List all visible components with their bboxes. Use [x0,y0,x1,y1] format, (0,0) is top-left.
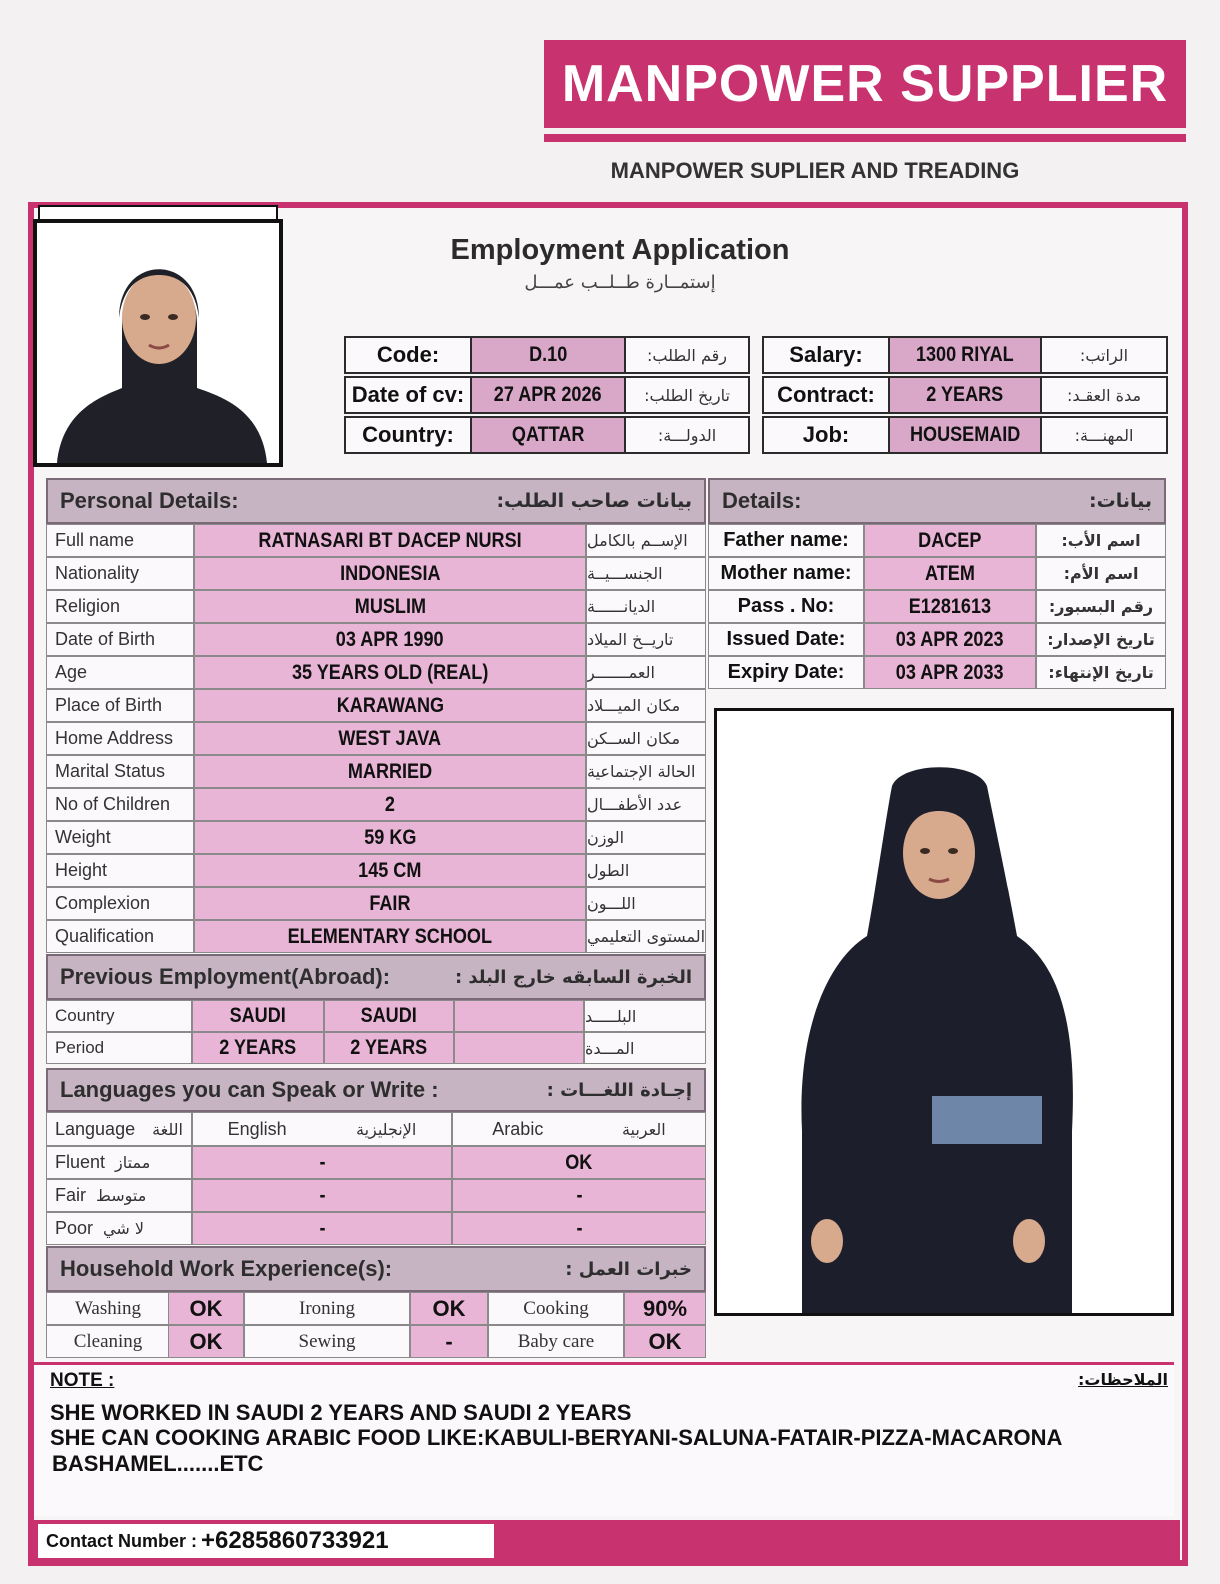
info-label-text: Code: [376,342,440,367]
details-label-arabic-text: رقم البسبور: [1048,597,1154,616]
household-task [488,1292,624,1325]
household-task-text: Sewing [298,1330,356,1352]
personal-value-text: 59 KG [363,825,417,849]
job-value-text: HOUSEMAID [909,423,1021,446]
contact-number: +6285860733921 [201,1527,389,1554]
personal-label-arabic-text: اللـــون [587,894,636,913]
language-level [46,1179,192,1212]
details-value [864,656,1036,689]
personal-label-arabic-text: الجنســـيــة [587,564,663,583]
household-task-status [410,1292,488,1325]
details-label-arabic-text: اسم الأب: [1061,531,1141,550]
details-label-arabic [1036,524,1166,557]
details-value [864,524,1036,557]
language-head-label [46,1112,192,1146]
personal-label-arabic [586,755,706,788]
note-line-1: SHE WORKED IN SAUDI 2 YEARS AND SAUDI 2 YEARS [50,1400,632,1425]
language-level [46,1146,192,1179]
household-task-status-text: 90% [642,1295,688,1321]
details-label-text: Expiry Date: [727,661,845,683]
details-value-text: 03 APR 2033 [896,660,1004,684]
language-level-text: Fluent [55,1152,106,1172]
language-level-text: Fair [55,1185,86,1205]
personal-label-arabic [586,524,706,557]
details-value [864,557,1036,590]
language-arabic-level [452,1212,706,1245]
previous-label-text: Period [55,1038,105,1057]
contact-label: Contact Number : [46,1530,198,1551]
previous-value-2-text: SAUDI [360,1004,418,1027]
language-level [46,1212,192,1245]
details-label [708,524,864,557]
language-arabic-level-text: - [575,1216,583,1240]
job-label-arabic-text: مدة العقـد: [1066,385,1142,405]
info-label-arabic [624,376,750,414]
job-label-arabic-text: المهنـــة: [1074,425,1134,445]
details-label-text: Mother name: [720,562,852,584]
household-task-text: Baby care [517,1330,595,1352]
household-task-text: Cleaning [73,1330,143,1352]
personal-label-text: Place of Birth [55,695,163,715]
personal-label-arabic [586,788,706,821]
personal-value [194,656,586,689]
language-arabic-level [452,1146,706,1179]
personal-value-text: ELEMENTARY SCHOOL [287,924,493,948]
job-value [888,376,1042,414]
previous-employment-header [46,954,706,1000]
personal-value-text: MARRIED [347,759,433,783]
details-value-text: E1281613 [908,594,992,618]
language-arabic-arabic: العربية [621,1119,666,1139]
brand-name: MANPOWER SUPPLIER [561,55,1169,113]
household-task-status [168,1292,244,1325]
personal-value-text: FAIR [369,891,411,915]
personal-label-text: Full name [55,530,135,550]
personal-label-arabic-text: العمـــــــر [587,663,655,682]
job-value-text: 2 YEARS [926,383,1004,406]
passport-photo-frame [38,205,278,219]
details-label-text: Father name: [723,529,849,551]
previous-value-1 [192,1032,324,1064]
language-head-label-arabic: اللغة [152,1119,183,1139]
info-value-text: QATTAR [511,423,585,446]
personal-label-arabic [586,722,706,755]
personal-value-text: 2 [384,792,396,816]
passport-photo [33,219,283,467]
details-header [708,478,1166,524]
details-label-arabic-text: تاريخ الإنتهاء: [1048,663,1154,682]
personal-label-arabic-text: عدد الأطفـــال [587,795,683,814]
personal-label-arabic [586,821,706,854]
household-title: Household Work Experience(s): [60,1256,393,1281]
language-head-arabic [452,1112,706,1146]
job-value-text: 1300 RIYAL [916,343,1014,366]
info-label-arabic-text: الدولـــة: [657,425,717,445]
details-label-arabic [1036,590,1166,623]
job-label-arabic [1040,336,1168,374]
personal-value-text: MUSLIM [354,594,426,618]
languages-header [46,1068,706,1112]
info-label-arabic [624,416,750,454]
details-value-text: ATEM [925,561,975,585]
household-task-status-text: OK [648,1328,682,1354]
personal-label-arabic-text: المستوى التعليمي [587,927,706,946]
household-task-status [624,1292,706,1325]
details-label-arabic-text: اسم الأم: [1063,564,1139,583]
details-label [708,623,864,656]
details-label-arabic [1036,557,1166,590]
personal-label-text: Weight [55,827,111,847]
job-value [888,416,1042,454]
personal-label-arabic-text: الطول [587,861,630,880]
job-label-text: Contract: [777,382,875,407]
personal-value [194,821,586,854]
previous-label-text: Country [55,1006,115,1025]
language-english-level [192,1179,452,1212]
previous-value-1-text: SAUDI [229,1004,287,1027]
details-label-arabic [1036,623,1166,656]
info-label-arabic [624,336,750,374]
previous-value-3 [454,1032,584,1064]
personal-value [194,689,586,722]
personal-value-text: RATNASARI BT DACEP NURSI [258,528,522,552]
personal-label-text: No of Children [55,794,171,814]
languages-title-arabic: إجـادة اللغـــات : [546,1079,692,1101]
previous-employment-title-arabic: الخبرة السابقه خارج البلد : [454,966,692,988]
info-value-text: 27 APR 2026 [494,383,602,406]
previous-value-1-text: 2 YEARS [219,1036,297,1059]
personal-label-arabic [586,854,706,887]
personal-label [46,590,194,623]
household-task-status-text: OK [432,1295,466,1321]
personal-label [46,722,194,755]
job-label [762,336,890,374]
personal-label-text: Nationality [55,563,140,583]
household-task-text: Cooking [523,1297,589,1319]
personal-details-title: Personal Details: [60,488,239,513]
previous-label-arabic-text: المـــدة [585,1038,635,1058]
job-label-arabic [1040,376,1168,414]
details-label-text: Pass . No: [737,595,835,617]
personal-label-arabic-text: تاريــخ الميلاد [587,630,674,649]
personal-label-text: Age [55,662,88,682]
household-task [488,1325,624,1358]
household-task-status [624,1325,706,1358]
personal-label [46,755,194,788]
language-english-level-text: - [318,1150,326,1174]
info-label [344,336,472,374]
previous-label [46,1000,192,1032]
personal-value-text: INDONESIA [339,561,441,585]
household-task-status-text: OK [189,1295,223,1321]
details-value-text: 03 APR 2023 [896,627,1004,651]
personal-label-text: Date of Birth [55,629,156,649]
info-label-arabic-text: رقم الطلب: [647,345,727,365]
company-subtitle: MANPOWER SUPLIER AND TREADING [610,158,1020,183]
personal-value [194,557,586,590]
form-title-arabic: إستمــارة طــلــب عمـــل [524,272,716,293]
household-task [244,1325,410,1358]
personal-value [194,623,586,656]
previous-value-2-text: 2 YEARS [350,1036,428,1059]
household-task-status-text: OK [189,1328,223,1354]
personal-label-arabic-text: مكان الميـــلاد [587,696,681,715]
note-label: NOTE : [50,1370,115,1391]
details-label [708,557,864,590]
language-english-level [192,1146,452,1179]
info-label-arabic-text: تاريخ الطلب: [644,385,730,405]
previous-label-arabic [584,1000,706,1032]
personal-label [46,854,194,887]
language-english-level-text: - [318,1216,326,1240]
previous-value-3 [454,1000,584,1032]
personal-value [194,722,586,755]
previous-value-1 [192,1000,324,1032]
household-task [46,1325,170,1358]
info-value-text: D.10 [528,343,568,366]
personal-value [194,854,586,887]
info-value [470,376,626,414]
personal-label [46,557,194,590]
previous-value-2 [324,1000,454,1032]
job-label-text: Salary: [789,342,863,367]
note-line-3: BASHAMEL.......ETC [52,1451,264,1476]
info-label-text: Date of cv: [351,382,465,407]
language-head-label-text: Language [55,1118,136,1139]
details-value [864,590,1036,623]
household-task-text: Washing [74,1297,142,1319]
details-label [708,590,864,623]
job-value [888,336,1042,374]
previous-value-2 [324,1032,454,1064]
language-head-english [192,1112,452,1146]
language-arabic-level-text: OK [565,1150,593,1174]
personal-details-header [46,478,706,524]
job-label [762,416,890,454]
language-english-level-text: - [318,1183,326,1207]
personal-details-title-arabic: بيانات صاحب الطلب: [496,490,692,512]
language-arabic-text: Arabic [492,1118,544,1139]
details-label [708,656,864,689]
language-arabic-level-text: - [575,1183,583,1207]
personal-label [46,524,194,557]
previous-label-arabic-text: البلـــــد [585,1006,637,1026]
personal-label-text: Home Address [55,728,174,748]
personal-label-arabic [586,887,706,920]
language-level-arabic: لا شي [103,1219,144,1238]
personal-label-arabic-text: الديانــــــة [587,597,656,616]
personal-label-arabic [586,689,706,722]
language-level-arabic: ممتاز [115,1153,151,1172]
details-value-text: DACEP [918,528,982,552]
language-english-text: English [227,1118,287,1139]
personal-value [194,920,586,953]
personal-label-text: Complexion [55,893,151,913]
personal-label [46,788,194,821]
personal-value-text: 145 CM [358,858,422,882]
personal-value [194,524,586,557]
details-title-arabic: بيانات: [1089,490,1152,512]
personal-value [194,887,586,920]
personal-label-arabic [586,623,706,656]
language-english-arabic: الإنجليزية [355,1119,417,1139]
personal-label-arabic [586,557,706,590]
info-label [344,416,472,454]
job-label-arabic-text: الراتب: [1079,345,1129,365]
language-level-arabic: متوسط [96,1186,147,1205]
form-title: Employment Application [450,234,790,266]
household-task-status [410,1325,488,1358]
personal-label-text: Height [55,860,108,880]
info-label [344,376,472,414]
details-label-arabic [1036,656,1166,689]
personal-label [46,920,194,953]
personal-label-arabic-text: الوزن [587,828,625,847]
previous-label-arabic [584,1032,706,1064]
personal-label-text: Qualification [55,926,155,946]
household-task-status-text: - [445,1328,453,1354]
info-value [470,336,626,374]
household-task [244,1292,410,1325]
brand-banner [544,40,1186,128]
personal-label-arabic [586,656,706,689]
details-title: Details: [722,488,802,513]
personal-value [194,755,586,788]
personal-label-text: Marital Status [55,761,166,781]
personal-label [46,689,194,722]
info-value [470,416,626,454]
job-label [762,376,890,414]
personal-label [46,623,194,656]
personal-label-arabic-text: مكان الســكن [587,729,681,748]
note-line-2: SHE CAN COOKING ARABIC FOOD LIKE:KABULI-BERYANI-SALUNA-FATAIR-PIZZA-MACARONA [50,1425,1063,1450]
household-task-status [168,1325,244,1358]
personal-value-text: WEST JAVA [338,726,442,750]
personal-label-arabic-text: الإســم بالكامل [587,531,688,550]
personal-value [194,590,586,623]
language-level-text: Poor [55,1218,94,1238]
personal-value-text: 35 YEARS OLD (REAL) [291,660,489,684]
info-label-text: Country: [362,422,454,447]
household-task-text: Ironing [299,1297,355,1319]
personal-label [46,887,194,920]
details-value [864,623,1036,656]
personal-value-text: 03 APR 1990 [336,627,444,651]
full-body-photo [714,708,1174,1316]
job-label-arabic [1040,416,1168,454]
previous-label [46,1032,192,1064]
personal-value-text: KARAWANG [336,693,444,717]
details-label-text: Issued Date: [726,628,846,650]
details-label-arabic-text: تاريخ الإصدار: [1047,630,1155,649]
job-label-text: Job: [802,422,850,447]
personal-value [194,788,586,821]
languages-title: Languages you can Speak or Write : [60,1077,439,1102]
personal-label-arabic [586,920,706,953]
brand-underline [544,134,1186,142]
personal-label-arabic [586,590,706,623]
personal-label [46,656,194,689]
household-task [46,1292,170,1325]
personal-label-text: Religion [55,596,121,616]
personal-label-arabic-text: الحالة الإجتماعية [587,762,696,781]
note-label-arabic: الملاحظات: [1078,1370,1168,1389]
language-english-level [192,1212,452,1245]
personal-label [46,821,194,854]
previous-employment-title: Previous Employment(Abroad): [60,964,391,989]
household-header [46,1246,706,1292]
language-arabic-level [452,1179,706,1212]
household-title-arabic: خبرات العمل : [565,1258,692,1280]
contact-box [38,1524,494,1558]
